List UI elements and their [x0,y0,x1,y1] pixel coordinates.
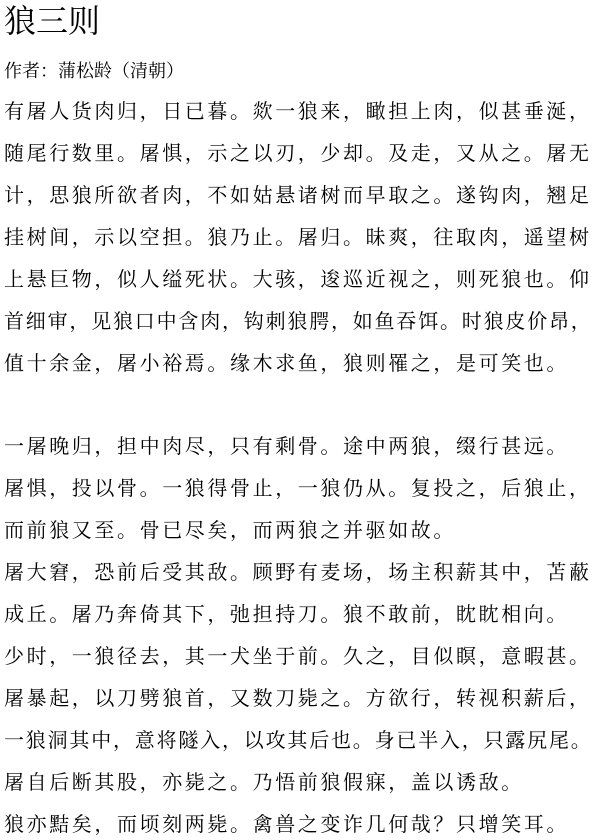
text-line: 而前狼又至。骨已尽矣，而两狼之并驱如故。 [4,518,456,542]
author-line: 作者：蒲松龄（清朝） [4,61,184,82]
text-line: 挂树间，示以空担。狼乃止。屠归。昧爽，往取肉，遥望树 [4,225,592,249]
text-line: 屠暴起，以刀劈狼首，又数刀毙之。方欲行，转视积薪后， [4,686,592,710]
text-line: 上悬巨物，似人缢死状。大骇，逡巡近视之，则死狼也。仰 [4,267,592,291]
text-line: 少时，一狼径去，其一犬坐于前。久之，目似瞑，意暇甚。 [4,644,592,668]
document-title: 狼三则 [4,2,101,40]
text-line: 一屠晚归，担中肉尽，只有剩骨。途中两狼，缀行甚远。 [4,434,569,458]
text-line: 屠惧，投以骨。一狼得骨止，一狼仍从。复投之，后狼止， [4,476,592,500]
text-line: 随尾行数里。屠惧，示之以刃，少却。及走，又从之。屠无 [4,141,592,165]
text-line: 成丘。屠乃奔倚其下，弛担持刀。狼不敢前，眈眈相向。 [4,602,569,626]
text-line: 有屠人货肉归，日已暮。欻一狼来，瞰担上肉，似甚垂涎， [4,99,592,123]
text-line: 值十余金，屠小裕焉。缘木求鱼，狼则罹之，是可笑也。 [4,351,569,375]
text-line: 屠自后断其股，亦毙之。乃悟前狼假寐，盖以诱敌。 [4,770,524,794]
text-line: 计，思狼所欲者肉，不如姑悬诸树而早取之。遂钩肉，翘足 [4,183,592,207]
text-line: 屠大窘，恐前后受其敌。顾野有麦场，场主积薪其中，苫蔽 [4,560,592,584]
text-line: 一狼洞其中，意将隧入，以攻其后也。身已半入，只露尻尾。 [4,728,593,752]
text-line: 首细审，见狼口中含肉，钩刺狼腭，如鱼吞饵。时狼皮价昂， [4,309,593,333]
text-line: 狼亦黠矣，而顷刻两毙。禽兽之变诈几何哉？只增笑耳。 [4,812,569,836]
